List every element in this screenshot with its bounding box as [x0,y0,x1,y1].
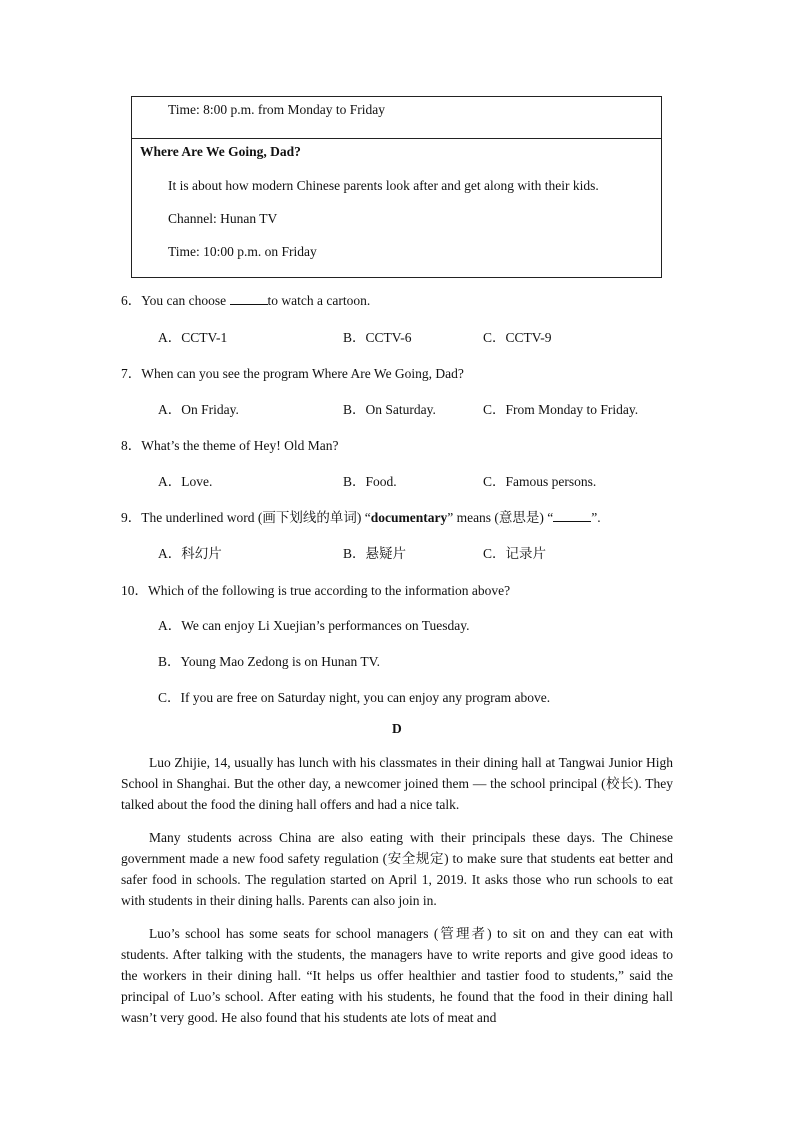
row2-description: It is about how modern Chinese parents look after and get along with their kids. [168,178,599,193]
table-divider [132,138,661,139]
question-6-option-a: A．CCTV-1 [158,330,228,345]
question-7-option-c: C．From Monday to Friday. [483,402,639,417]
question-9-stem-after: ”. [591,510,601,525]
row2-time: Time: 10:00 p.m. on Friday [168,244,317,259]
question-9-stem [121,506,601,526]
question-8-stem: 8．What’s the theme of Hey! Old Man? [121,438,339,453]
question-9-stem-middle: ” means (意思是) “ [447,510,554,525]
question-7-option-b: B．On Saturday. [343,402,436,417]
question-8-option-b: B．Food. [343,474,397,489]
question-6-option-c: C．CCTV-9 [483,330,552,345]
question-8-option-c: C．Famous persons. [483,474,597,489]
question-10-option-a: A．We can enjoy Li Xuejian’s performances on Tuesday. [158,618,470,633]
question-10-stem: 10．Which of the following is true according to the information above? [121,583,511,598]
row2-channel: Channel: Hunan TV [168,211,278,226]
question-9-option-b: B．悬疑片 [343,546,407,561]
question-10-option-b: B．Young Mao Zedong is on Hunan TV. [158,654,381,669]
question-6-stem-after: to watch a cartoon. [267,293,371,308]
row1-time: Time: 8:00 p.m. from Monday to Friday [168,102,386,117]
question-7-stem: 7．When can you see the program Where Are We Going, Dad? [121,366,464,381]
question-8-option-a: A．Love. [158,474,213,489]
paragraph-1: Luo Zhijie, 14, usually has lunch with his classmates in their dining hall at Tangwai Junior High School in Shanghai. But the other day, a newcomer joined them — the school principal (校长). They talked about the food the dining hall offers and had a nice talk. [121,755,673,812]
question-6-option-b: B．CCTV-6 [343,330,412,345]
paragraph-3: Luo’s school has some seats for school managers (管理者) to sit on and they can eat with students. After talking with the students, the managers have to write reports and give good ideas to the workers in their dining hall. “It helps us offer healthier and tastier food to students,” said the principal of Luo’s school. After eating with his students, he found that the food in their dining hall wasn’t very good. He also found that his students ate lots of meat and [121,926,673,1025]
underlined-word: documentary [370,510,448,525]
question-9-stem-before: 9．The underlined word (画下划线的单词) “ [121,510,371,525]
answer-blank [553,509,591,522]
question-6-stem [121,289,370,309]
answer-blank [230,292,268,305]
question-10-option-c: C．If you are free on Saturday night, you can enjoy any program above. [158,690,551,705]
question-7-option-a: A．On Friday. [158,402,239,417]
question-6-stem-before: 6．You can choose [121,293,230,308]
row2-title: Where Are We Going, Dad? [140,144,301,159]
question-9-option-c: C．记录片 [483,546,547,561]
section-heading: D [392,721,402,736]
program-table [131,96,662,278]
question-9-option-a: A．科幻片 [158,546,222,561]
paragraph-2: Many students across China are also eating with their principals these days. The Chinese government made a new food safety regulation (安全规定) to make sure that students eat better and safer food in schools. The regulation started on April 1, 2019. It asks those who run schools to eat with students in their dining halls. Parents can also join in. [121,830,673,908]
